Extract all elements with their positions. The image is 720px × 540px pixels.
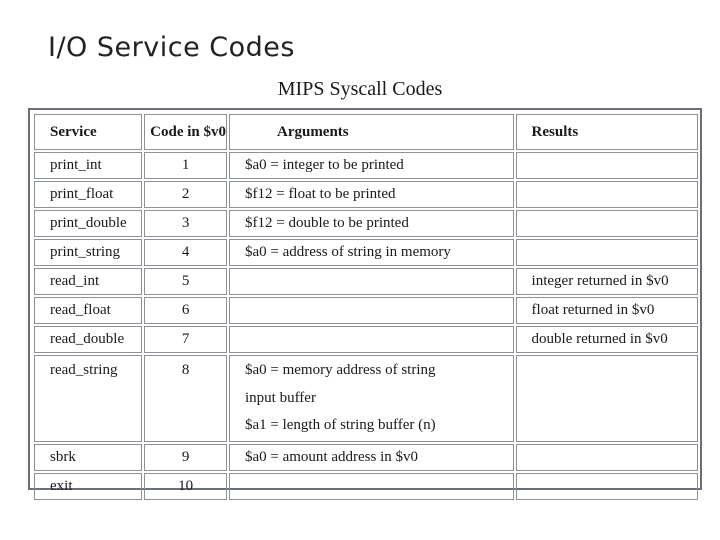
service-cell: read_int [34,268,142,295]
argument-line: input buffer [244,389,316,406]
code-cell [144,355,227,442]
results-cell: double returned in $v0 [516,326,698,353]
arguments-cell: $f12 = double to be printed [229,210,514,237]
results-cell [516,239,698,266]
table-row [34,297,698,324]
header-results: Results [516,114,698,150]
table-row [34,444,698,471]
table-row [34,210,698,237]
results-cell [516,355,698,442]
argument-line: $a0 = memory address of string [244,362,436,378]
arguments-cell [229,355,514,442]
table-row [34,473,698,500]
arguments-cell [229,473,514,500]
table-row [34,268,698,295]
code-cell: 7 [144,326,227,353]
results-cell: integer returned in $v0 [516,268,698,295]
service-text: read_string [50,362,118,378]
results-cell [516,473,698,500]
table-row [34,181,698,208]
service-cell: print_int [34,152,142,179]
arguments-cell: $a0 = integer to be printed [229,152,514,179]
arguments-cell [229,297,514,324]
code-text: 8 [181,362,190,378]
code-cell: 3 [144,210,227,237]
table-header-row [34,114,698,150]
table-caption: MIPS Syscall Codes [277,78,443,100]
arguments-cell [229,326,514,353]
code-cell: 2 [144,181,227,208]
header-service: Service [34,114,142,150]
table-row [34,152,698,179]
argument-line: $a1 = length of string buffer (n) [244,417,436,433]
service-cell: sbrk [34,444,142,471]
header-arguments: Arguments [229,114,514,150]
syscall-table [32,112,700,502]
service-cell: print_float [34,181,142,208]
syscall-table-frame [28,108,702,494]
service-cell: read_float [34,297,142,324]
code-cell: 1 [144,152,227,179]
service-cell: print_string [34,239,142,266]
header-code: Code in $v0 [144,114,227,150]
code-cell: 10 [144,473,227,500]
code-cell: 6 [144,297,227,324]
arguments-cell [229,268,514,295]
service-cell: read_double [34,326,142,353]
service-cell: exit [34,473,142,500]
code-cell: 5 [144,268,227,295]
results-cell: float returned in $v0 [516,297,698,324]
table-row [34,239,698,266]
table-row-read-string [34,355,698,442]
service-cell: print_double [34,210,142,237]
results-cell [516,444,698,471]
results-cell [516,210,698,237]
results-cell [516,181,698,208]
arguments-cell: $f12 = float to be printed [229,181,514,208]
service-cell [34,355,142,442]
code-cell: 4 [144,239,227,266]
arguments-cell: $a0 = amount address in $v0 [229,444,514,471]
arguments-cell: $a0 = address of string in memory [229,239,514,266]
code-cell: 9 [144,444,227,471]
results-cell [516,152,698,179]
table-row [34,326,698,353]
slide-title: I/O Service Codes [48,32,295,63]
